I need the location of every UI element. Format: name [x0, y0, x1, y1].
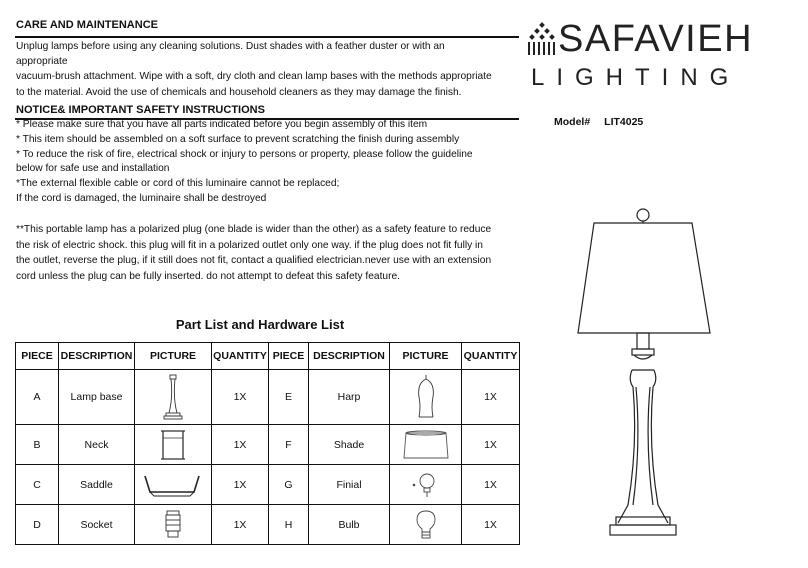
picture-cell: [390, 505, 462, 545]
description-cell: Lamp base: [59, 370, 135, 425]
picture-cell: [135, 505, 212, 545]
piece-cell: D: [16, 505, 59, 545]
picture-cell: [135, 465, 212, 505]
table-row: [16, 465, 520, 505]
saddle-icon: [142, 470, 204, 500]
neck-icon: [155, 428, 191, 462]
notice-line: If the cord is damaged, the luminaire shall be destroyed: [16, 192, 267, 204]
piece-cell: E: [269, 370, 309, 425]
harp-icon: [411, 373, 441, 421]
table-row: [16, 505, 520, 545]
quantity-cell: 1X: [462, 465, 520, 505]
notice-line: *The external flexible cable or cord of this luminaire cannot be replaced;: [16, 178, 340, 190]
plug-text: [16, 222, 491, 284]
piece-cell: B: [16, 425, 59, 465]
care-divider: [15, 36, 519, 38]
parts-title: Part List and Hardware List: [175, 317, 345, 332]
notice-line: * To reduce the risk of fire, electrical shock or injury to persons or property, please follow the guideline: [16, 148, 473, 160]
description-cell: Neck: [59, 425, 135, 465]
description-cell: Socket: [59, 505, 135, 545]
quantity-cell: 1X: [212, 465, 269, 505]
plug-line: the risk of electric shock. this plug will fit in a polarized outlet only one way. if the plug does not fit fully in: [16, 239, 483, 251]
picture-cell: [390, 370, 462, 425]
plug-line: the outlet, reverse the plug, if it still does not fit, contact a qualified electrician.never use with an extension: [16, 255, 492, 266]
notice-line: below for safe use and installation: [16, 163, 170, 175]
table-row: [16, 425, 520, 465]
picture-cell: [390, 425, 462, 465]
header-piece: PIECE: [16, 343, 59, 370]
description-cell: Saddle: [59, 465, 135, 505]
header-picture: PICTURE: [390, 343, 462, 370]
quantity-cell: 1X: [212, 505, 269, 545]
quantity-cell: 1X: [462, 370, 520, 425]
finial-icon: [411, 470, 441, 500]
piece-cell: H: [269, 505, 309, 545]
lamp-drawing: [570, 205, 720, 545]
description-cell: Harp: [309, 370, 390, 425]
lamp-base-icon: [158, 373, 188, 421]
care-text: [16, 39, 492, 100]
model-value: LIT4025: [604, 116, 644, 128]
header-description: DESCRIPTION: [59, 343, 135, 370]
notice-line: * Please make sure that you have all parts indicated before you begin assembly of this item: [16, 119, 428, 130]
quantity-cell: 1X: [212, 370, 269, 425]
lamp-base: [616, 517, 670, 525]
diamond-logo-icon: [527, 22, 557, 56]
description-cell: Finial: [309, 465, 390, 505]
quantity-cell: 1X: [462, 425, 520, 465]
model-number: [554, 116, 657, 128]
socket-icon: [158, 508, 188, 542]
brand-logo: [527, 18, 797, 98]
piece-cell: A: [16, 370, 59, 425]
header-description: DESCRIPTION: [309, 343, 390, 370]
picture-cell: [390, 465, 462, 505]
parts-table: [15, 342, 520, 545]
header-quantity: QUANTITY: [462, 343, 520, 370]
lamp-body: [618, 370, 668, 523]
header-picture: PICTURE: [135, 343, 212, 370]
piece-cell: G: [269, 465, 309, 505]
piece-cell: C: [16, 465, 59, 505]
care-line: to the material. Avoid the use of chemicals and household cleaners as they may damage the finish.: [16, 86, 462, 98]
shade-icon: [400, 428, 452, 462]
model-label: Model#: [554, 116, 591, 128]
header-quantity: QUANTITY: [212, 343, 269, 370]
plug-line: cord unless the plug can be fully inserted. do not attempt to defeat this safety feature.: [16, 270, 400, 282]
description-cell: Bulb: [309, 505, 390, 545]
quantity-cell: 1X: [462, 505, 520, 545]
table-header-row: [16, 343, 520, 370]
bulb-icon: [411, 508, 441, 542]
header-piece: PIECE: [269, 343, 309, 370]
care-line: appropriate: [16, 56, 68, 68]
notice-text: [16, 118, 473, 207]
notice-heading: NOTICE& IMPORTANT SAFETY INSTRUCTIONS: [16, 104, 265, 116]
lamp-finial: [637, 209, 649, 221]
plug-line: **This portable lamp has a polarized plug (one blade is wider than the other) as a safety feature to reduce: [16, 224, 492, 235]
brand-sub: LIGHTING: [531, 64, 741, 91]
brand-name: SAFAVIEH: [558, 18, 754, 60]
notice-line: * This item should be assembled on a soft surface to prevent scratching the finish during assembly: [16, 133, 460, 145]
quantity-cell: 1X: [212, 425, 269, 465]
description-cell: Shade: [309, 425, 390, 465]
table-row: [16, 370, 520, 425]
care-heading: CARE AND MAINTENANCE: [16, 19, 158, 31]
care-line: vacuum-brush attachment. Wipe with a soft, dry cloth and clean lamp bases with the methods appropriate: [16, 71, 492, 83]
picture-cell: [135, 370, 212, 425]
picture-cell: [135, 425, 212, 465]
care-line: Unplug lamps before using any cleaning solutions. Dust shades with a feather duster or with an: [16, 41, 445, 52]
lamp-shade: [578, 223, 710, 333]
piece-cell: F: [269, 425, 309, 465]
